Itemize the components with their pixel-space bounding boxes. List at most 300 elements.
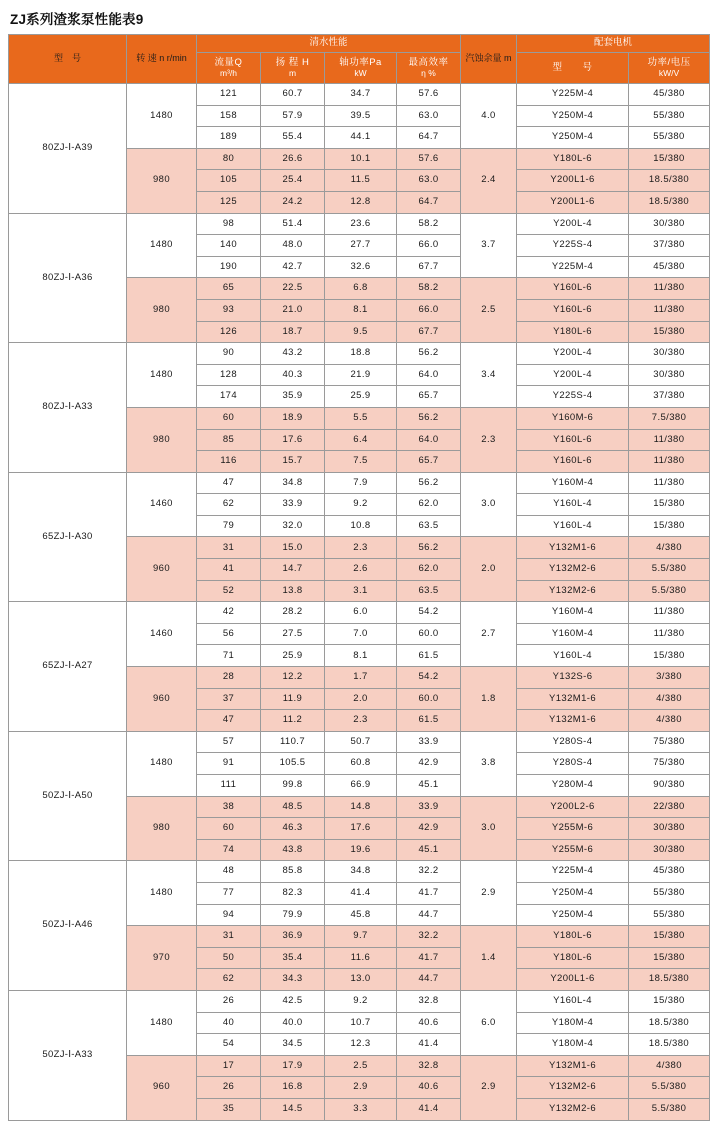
cell-npsh: 2.3	[461, 407, 517, 472]
cell-flow: 79	[197, 515, 261, 537]
cell-efficiency: 62.0	[397, 559, 461, 581]
cell-speed: 960	[127, 1055, 197, 1120]
cell-pump-model: 65ZJ-Ⅰ-A30	[9, 472, 127, 602]
cell-shaft-power: 6.8	[325, 278, 397, 300]
cell-motor-model: Y225S-4	[517, 235, 629, 257]
cell-motor-power: 18.5/380	[629, 969, 710, 991]
cell-head: 12.2	[261, 667, 325, 689]
cell-flow: 128	[197, 364, 261, 386]
cell-shaft-power: 66.9	[325, 775, 397, 797]
cell-speed: 970	[127, 926, 197, 991]
cell-head: 16.8	[261, 1077, 325, 1099]
table-row	[9, 343, 710, 365]
cell-efficiency: 57.6	[397, 84, 461, 106]
cell-flow: 116	[197, 451, 261, 473]
cell-flow: 47	[197, 710, 261, 732]
cell-flow: 190	[197, 256, 261, 278]
cell-flow: 60	[197, 818, 261, 840]
cell-speed: 1480	[127, 861, 197, 926]
cell-motor-power: 15/380	[629, 990, 710, 1012]
cell-efficiency: 64.0	[397, 429, 461, 451]
cell-motor-model: Y225M-4	[517, 84, 629, 106]
cell-motor-model: Y180L-6	[517, 947, 629, 969]
cell-motor-model: Y180L-6	[517, 926, 629, 948]
cell-shaft-power: 5.5	[325, 407, 397, 429]
cell-shaft-power: 2.6	[325, 559, 397, 581]
cell-head: 28.2	[261, 602, 325, 624]
cell-head: 21.0	[261, 299, 325, 321]
cell-motor-power: 5.5/380	[629, 1098, 710, 1120]
cell-motor-power: 15/380	[629, 515, 710, 537]
cell-flow: 31	[197, 926, 261, 948]
cell-motor-model: Y255M-6	[517, 839, 629, 861]
header-motor-power: 功率/电压 kW/V	[629, 53, 710, 84]
cell-head: 105.5	[261, 753, 325, 775]
cell-motor-model: Y255M-6	[517, 818, 629, 840]
cell-efficiency: 41.4	[397, 1098, 461, 1120]
cell-head: 60.7	[261, 84, 325, 106]
cell-speed: 1480	[127, 343, 197, 408]
cell-efficiency: 41.7	[397, 882, 461, 904]
cell-motor-power: 18.5/380	[629, 1012, 710, 1034]
table-body	[9, 84, 710, 1121]
header-speed: 转 速 n r/min	[127, 35, 197, 84]
cell-motor-model: Y250M-4	[517, 882, 629, 904]
cell-flow: 140	[197, 235, 261, 257]
cell-flow: 105	[197, 170, 261, 192]
cell-npsh: 3.0	[461, 796, 517, 861]
cell-motor-power: 15/380	[629, 947, 710, 969]
cell-efficiency: 32.2	[397, 926, 461, 948]
cell-speed: 960	[127, 667, 197, 732]
cell-efficiency: 67.7	[397, 256, 461, 278]
cell-head: 11.9	[261, 688, 325, 710]
cell-head: 27.5	[261, 623, 325, 645]
cell-motor-power: 4/380	[629, 537, 710, 559]
cell-flow: 74	[197, 839, 261, 861]
cell-motor-model: Y200L-4	[517, 213, 629, 235]
cell-efficiency: 41.7	[397, 947, 461, 969]
cell-speed: 1460	[127, 472, 197, 537]
cell-efficiency: 45.1	[397, 839, 461, 861]
cell-motor-model: Y180L-6	[517, 321, 629, 343]
cell-head: 34.3	[261, 969, 325, 991]
table-row	[9, 84, 710, 106]
header-head: 扬 程 H m	[261, 53, 325, 84]
cell-motor-power: 30/380	[629, 343, 710, 365]
cell-head: 40.0	[261, 1012, 325, 1034]
cell-speed: 960	[127, 537, 197, 602]
header-npsh: 汽蚀余量 m	[461, 35, 517, 84]
cell-flow: 158	[197, 105, 261, 127]
cell-motor-model: Y160L-6	[517, 429, 629, 451]
cell-head: 13.8	[261, 580, 325, 602]
cell-npsh: 2.4	[461, 148, 517, 213]
cell-flow: 54	[197, 1034, 261, 1056]
cell-efficiency: 32.8	[397, 1055, 461, 1077]
cell-efficiency: 67.7	[397, 321, 461, 343]
cell-efficiency: 64.7	[397, 127, 461, 149]
cell-head: 99.8	[261, 775, 325, 797]
cell-shaft-power: 3.1	[325, 580, 397, 602]
cell-npsh: 1.8	[461, 667, 517, 732]
header-efficiency: 最高效率 η %	[397, 53, 461, 84]
cell-flow: 62	[197, 969, 261, 991]
cell-flow: 62	[197, 494, 261, 516]
cell-efficiency: 66.0	[397, 235, 461, 257]
cell-head: 17.9	[261, 1055, 325, 1077]
cell-shaft-power: 23.6	[325, 213, 397, 235]
cell-motor-model: Y160M-4	[517, 602, 629, 624]
cell-motor-power: 7.5/380	[629, 407, 710, 429]
cell-shaft-power: 2.5	[325, 1055, 397, 1077]
cell-flow: 56	[197, 623, 261, 645]
cell-motor-model: Y280M-4	[517, 775, 629, 797]
cell-motor-power: 90/380	[629, 775, 710, 797]
cell-shaft-power: 41.4	[325, 882, 397, 904]
cell-motor-model: Y160M-6	[517, 407, 629, 429]
cell-flow: 126	[197, 321, 261, 343]
cell-efficiency: 56.2	[397, 343, 461, 365]
cell-head: 43.2	[261, 343, 325, 365]
cell-flow: 111	[197, 775, 261, 797]
cell-motor-power: 55/380	[629, 105, 710, 127]
header-group-clearwater: 清水性能	[197, 35, 461, 53]
cell-shaft-power: 1.7	[325, 667, 397, 689]
cell-flow: 48	[197, 861, 261, 883]
cell-flow: 26	[197, 990, 261, 1012]
cell-head: 14.7	[261, 559, 325, 581]
cell-motor-power: 30/380	[629, 213, 710, 235]
cell-flow: 41	[197, 559, 261, 581]
cell-shaft-power: 6.0	[325, 602, 397, 624]
cell-flow: 71	[197, 645, 261, 667]
cell-motor-model: Y250M-4	[517, 127, 629, 149]
cell-shaft-power: 21.9	[325, 364, 397, 386]
cell-flow: 91	[197, 753, 261, 775]
cell-head: 42.5	[261, 990, 325, 1012]
cell-efficiency: 61.5	[397, 645, 461, 667]
cell-motor-model: Y132M2-6	[517, 1098, 629, 1120]
cell-npsh: 2.7	[461, 602, 517, 667]
cell-shaft-power: 10.8	[325, 515, 397, 537]
cell-motor-model: Y200L-4	[517, 364, 629, 386]
cell-shaft-power: 6.4	[325, 429, 397, 451]
cell-motor-model: Y132M1-6	[517, 688, 629, 710]
cell-motor-model: Y160L-4	[517, 515, 629, 537]
cell-shaft-power: 12.3	[325, 1034, 397, 1056]
cell-efficiency: 44.7	[397, 969, 461, 991]
cell-flow: 93	[197, 299, 261, 321]
cell-head: 18.7	[261, 321, 325, 343]
cell-head: 18.9	[261, 407, 325, 429]
cell-efficiency: 44.7	[397, 904, 461, 926]
cell-efficiency: 63.5	[397, 580, 461, 602]
cell-motor-power: 37/380	[629, 235, 710, 257]
cell-head: 15.0	[261, 537, 325, 559]
cell-motor-power: 22/380	[629, 796, 710, 818]
cell-shaft-power: 17.6	[325, 818, 397, 840]
cell-efficiency: 63.5	[397, 515, 461, 537]
cell-pump-model: 80ZJ-Ⅰ-A33	[9, 343, 127, 473]
cell-flow: 40	[197, 1012, 261, 1034]
cell-shaft-power: 9.2	[325, 494, 397, 516]
cell-head: 85.8	[261, 861, 325, 883]
cell-head: 43.8	[261, 839, 325, 861]
cell-shaft-power: 9.5	[325, 321, 397, 343]
cell-head: 40.3	[261, 364, 325, 386]
table-row	[9, 213, 710, 235]
cell-npsh: 4.0	[461, 84, 517, 149]
cell-motor-model: Y132S-6	[517, 667, 629, 689]
cell-efficiency: 33.9	[397, 731, 461, 753]
cell-flow: 174	[197, 386, 261, 408]
cell-motor-power: 5.5/380	[629, 559, 710, 581]
cell-speed: 980	[127, 148, 197, 213]
cell-shaft-power: 60.8	[325, 753, 397, 775]
cell-pump-model: 65ZJ-Ⅰ-A27	[9, 602, 127, 732]
cell-efficiency: 42.9	[397, 818, 461, 840]
cell-efficiency: 58.2	[397, 213, 461, 235]
cell-motor-model: Y132M1-6	[517, 537, 629, 559]
cell-shaft-power: 34.8	[325, 861, 397, 883]
cell-motor-power: 5.5/380	[629, 580, 710, 602]
cell-flow: 121	[197, 84, 261, 106]
cell-motor-power: 11/380	[629, 602, 710, 624]
cell-flow: 47	[197, 472, 261, 494]
cell-motor-model: Y132M1-6	[517, 1055, 629, 1077]
table-row	[9, 472, 710, 494]
cell-speed: 980	[127, 407, 197, 472]
cell-shaft-power: 14.8	[325, 796, 397, 818]
cell-npsh: 2.0	[461, 537, 517, 602]
cell-head: 48.0	[261, 235, 325, 257]
cell-flow: 98	[197, 213, 261, 235]
table-row	[9, 602, 710, 624]
cell-flow: 50	[197, 947, 261, 969]
cell-motor-power: 18.5/380	[629, 170, 710, 192]
cell-flow: 31	[197, 537, 261, 559]
cell-motor-model: Y160L-6	[517, 278, 629, 300]
cell-pump-model: 50ZJ-Ⅰ-A46	[9, 861, 127, 991]
cell-efficiency: 56.2	[397, 407, 461, 429]
cell-shaft-power: 9.2	[325, 990, 397, 1012]
cell-motor-model: Y225S-4	[517, 386, 629, 408]
cell-head: 22.5	[261, 278, 325, 300]
cell-flow: 17	[197, 1055, 261, 1077]
cell-motor-model: Y250M-4	[517, 105, 629, 127]
cell-efficiency: 63.0	[397, 170, 461, 192]
cell-motor-model: Y250M-4	[517, 904, 629, 926]
table-row	[9, 731, 710, 753]
cell-head: 79.9	[261, 904, 325, 926]
cell-shaft-power: 19.6	[325, 839, 397, 861]
cell-motor-power: 11/380	[629, 472, 710, 494]
cell-motor-power: 55/380	[629, 882, 710, 904]
cell-efficiency: 54.2	[397, 602, 461, 624]
table-header	[9, 35, 710, 84]
cell-motor-model: Y180M-4	[517, 1012, 629, 1034]
cell-motor-power: 4/380	[629, 1055, 710, 1077]
cell-speed: 1480	[127, 990, 197, 1055]
cell-motor-power: 75/380	[629, 753, 710, 775]
cell-motor-power: 15/380	[629, 148, 710, 170]
cell-motor-power: 55/380	[629, 904, 710, 926]
cell-flow: 28	[197, 667, 261, 689]
cell-flow: 80	[197, 148, 261, 170]
cell-motor-power: 45/380	[629, 256, 710, 278]
cell-head: 82.3	[261, 882, 325, 904]
cell-shaft-power: 7.5	[325, 451, 397, 473]
cell-motor-power: 30/380	[629, 364, 710, 386]
cell-efficiency: 64.7	[397, 191, 461, 213]
cell-motor-power: 5.5/380	[629, 1077, 710, 1099]
cell-flow: 65	[197, 278, 261, 300]
cell-pump-model: 80ZJ-Ⅰ-A36	[9, 213, 127, 343]
cell-head: 110.7	[261, 731, 325, 753]
cell-motor-model: Y160L-6	[517, 451, 629, 473]
cell-head: 51.4	[261, 213, 325, 235]
cell-motor-power: 18.5/380	[629, 1034, 710, 1056]
cell-head: 17.6	[261, 429, 325, 451]
cell-efficiency: 32.8	[397, 990, 461, 1012]
cell-head: 15.7	[261, 451, 325, 473]
cell-flow: 94	[197, 904, 261, 926]
cell-shaft-power: 44.1	[325, 127, 397, 149]
cell-motor-power: 11/380	[629, 451, 710, 473]
cell-flow: 52	[197, 580, 261, 602]
cell-motor-model: Y200L1-6	[517, 170, 629, 192]
cell-efficiency: 62.0	[397, 494, 461, 516]
cell-shaft-power: 11.5	[325, 170, 397, 192]
cell-npsh: 3.0	[461, 472, 517, 537]
cell-motor-model: Y280S-4	[517, 731, 629, 753]
cell-pump-model: 80ZJ-Ⅰ-A39	[9, 84, 127, 214]
cell-efficiency: 66.0	[397, 299, 461, 321]
cell-flow: 85	[197, 429, 261, 451]
cell-shaft-power: 9.7	[325, 926, 397, 948]
cell-motor-model: Y132M1-6	[517, 710, 629, 732]
cell-npsh: 2.5	[461, 278, 517, 343]
cell-efficiency: 65.7	[397, 386, 461, 408]
cell-npsh: 3.8	[461, 731, 517, 796]
cell-flow: 90	[197, 343, 261, 365]
cell-shaft-power: 8.1	[325, 645, 397, 667]
cell-speed: 1480	[127, 731, 197, 796]
cell-pump-model: 50ZJ-Ⅰ-A33	[9, 990, 127, 1120]
cell-efficiency: 56.2	[397, 472, 461, 494]
cell-motor-power: 18.5/380	[629, 191, 710, 213]
cell-efficiency: 57.6	[397, 148, 461, 170]
cell-shaft-power: 25.9	[325, 386, 397, 408]
cell-shaft-power: 7.0	[325, 623, 397, 645]
cell-head: 33.9	[261, 494, 325, 516]
cell-motor-model: Y160M-4	[517, 623, 629, 645]
cell-flow: 189	[197, 127, 261, 149]
cell-head: 35.9	[261, 386, 325, 408]
cell-motor-power: 55/380	[629, 127, 710, 149]
cell-efficiency: 60.0	[397, 688, 461, 710]
cell-shaft-power: 13.0	[325, 969, 397, 991]
cell-flow: 35	[197, 1098, 261, 1120]
cell-flow: 77	[197, 882, 261, 904]
cell-head: 36.9	[261, 926, 325, 948]
cell-motor-power: 15/380	[629, 321, 710, 343]
cell-speed: 1460	[127, 602, 197, 667]
cell-flow: 26	[197, 1077, 261, 1099]
cell-motor-model: Y180M-4	[517, 1034, 629, 1056]
cell-efficiency: 33.9	[397, 796, 461, 818]
cell-motor-model: Y200L1-6	[517, 191, 629, 213]
cell-motor-model: Y160L-4	[517, 645, 629, 667]
cell-motor-power: 75/380	[629, 731, 710, 753]
cell-motor-model: Y132M2-6	[517, 580, 629, 602]
cell-head: 48.5	[261, 796, 325, 818]
cell-shaft-power: 2.0	[325, 688, 397, 710]
cell-flow: 42	[197, 602, 261, 624]
cell-motor-model: Y280S-4	[517, 753, 629, 775]
cell-shaft-power: 7.9	[325, 472, 397, 494]
cell-motor-power: 4/380	[629, 710, 710, 732]
cell-motor-model: Y160L-4	[517, 990, 629, 1012]
cell-head: 34.8	[261, 472, 325, 494]
cell-motor-power: 45/380	[629, 84, 710, 106]
cell-motor-model: Y132M2-6	[517, 1077, 629, 1099]
cell-head: 42.7	[261, 256, 325, 278]
header-group-row	[9, 35, 710, 53]
cell-motor-model: Y180L-6	[517, 148, 629, 170]
header-shaft-power: 轴功率Pa kW	[325, 53, 397, 84]
cell-shaft-power: 8.1	[325, 299, 397, 321]
cell-head: 25.4	[261, 170, 325, 192]
cell-efficiency: 40.6	[397, 1012, 461, 1034]
page-title: ZJ系列渣浆泵性能表9	[10, 12, 144, 27]
cell-head: 46.3	[261, 818, 325, 840]
cell-shaft-power: 3.3	[325, 1098, 397, 1120]
cell-npsh: 3.7	[461, 213, 517, 278]
cell-motor-power: 11/380	[629, 623, 710, 645]
cell-npsh: 3.4	[461, 343, 517, 408]
cell-head: 25.9	[261, 645, 325, 667]
cell-shaft-power: 45.8	[325, 904, 397, 926]
cell-npsh: 2.9	[461, 1055, 517, 1120]
cell-efficiency: 41.4	[397, 1034, 461, 1056]
cell-flow: 57	[197, 731, 261, 753]
cell-shaft-power: 2.9	[325, 1077, 397, 1099]
cell-motor-power: 3/380	[629, 667, 710, 689]
cell-efficiency: 32.2	[397, 861, 461, 883]
cell-efficiency: 58.2	[397, 278, 461, 300]
cell-motor-model: Y200L2-6	[517, 796, 629, 818]
cell-motor-power: 4/380	[629, 688, 710, 710]
cell-speed: 980	[127, 796, 197, 861]
header-motor-model: 型 号	[517, 53, 629, 84]
cell-flow: 37	[197, 688, 261, 710]
cell-flow: 60	[197, 407, 261, 429]
cell-motor-model: Y225M-4	[517, 256, 629, 278]
cell-shaft-power: 2.3	[325, 537, 397, 559]
cell-head: 35.4	[261, 947, 325, 969]
cell-npsh: 6.0	[461, 990, 517, 1055]
cell-motor-power: 45/380	[629, 861, 710, 883]
cell-head: 11.2	[261, 710, 325, 732]
cell-motor-model: Y160M-4	[517, 472, 629, 494]
cell-motor-power: 11/380	[629, 429, 710, 451]
cell-shaft-power: 11.6	[325, 947, 397, 969]
cell-speed: 980	[127, 278, 197, 343]
cell-shaft-power: 50.7	[325, 731, 397, 753]
cell-motor-power: 30/380	[629, 818, 710, 840]
